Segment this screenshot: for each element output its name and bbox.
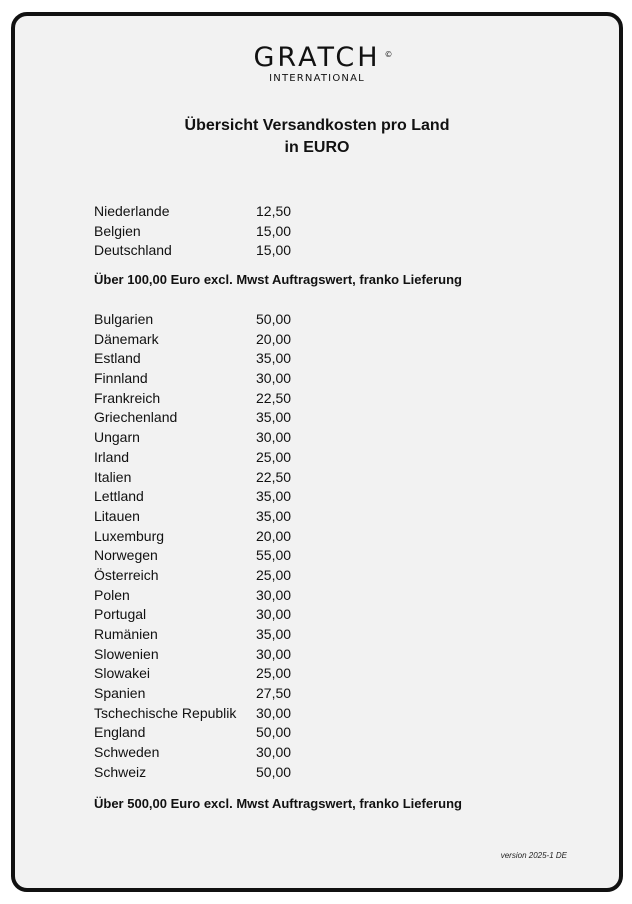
table-row — [94, 349, 316, 369]
shipping-price: 25,00 — [256, 665, 292, 682]
shipping-price: 50,00 — [256, 311, 292, 327]
table-row — [94, 645, 316, 665]
country-name: Polen — [94, 586, 130, 603]
table-row — [94, 448, 316, 468]
country-name: Frankreich — [94, 389, 161, 406]
copyright-mark: © — [384, 50, 393, 59]
country-name: Lettland — [94, 488, 144, 505]
country-name: Niederlande — [94, 203, 170, 219]
shipping-price: 30,00 — [256, 606, 292, 623]
table-row — [94, 241, 316, 261]
table-row — [94, 507, 316, 527]
shipping-price: 22,50 — [256, 389, 292, 406]
shipping-price: 15,00 — [256, 222, 292, 239]
shipping-price: 30,00 — [256, 744, 292, 761]
logo-subtitle: INTERNATIONAL — [269, 73, 365, 84]
country-name: Estland — [94, 350, 141, 367]
shipping-price: 35,00 — [256, 626, 292, 642]
country-name: Deutschland — [94, 242, 172, 259]
title-line-1: Übersicht Versandkosten pro Land — [184, 117, 450, 134]
shipping-price: 20,00 — [256, 330, 292, 347]
document-page — [11, 12, 623, 892]
country-name: Tschechische Republik — [94, 704, 237, 721]
country-name: Finnland — [94, 370, 148, 387]
table-row — [94, 586, 316, 606]
table-row — [94, 310, 316, 330]
shipping-price: 15,00 — [256, 242, 292, 259]
country-name: Ungarn — [94, 429, 140, 446]
shipping-price: 35,00 — [256, 409, 292, 426]
table-row — [94, 605, 316, 625]
table-row — [94, 369, 316, 389]
country-name: Slowenien — [94, 645, 159, 662]
table-row — [94, 723, 316, 743]
shipping-price: 25,00 — [256, 566, 292, 583]
shipping-price: 50,00 — [256, 724, 292, 741]
table-row — [94, 428, 316, 448]
country-name: Portugal — [94, 606, 147, 623]
country-name: Slowakei — [94, 665, 151, 682]
shipping-price: 50,00 — [256, 763, 292, 780]
table-row — [94, 202, 316, 222]
country-name: Schweiz — [94, 763, 147, 780]
table-row — [94, 527, 316, 547]
table-row — [94, 468, 316, 488]
country-name: Spanien — [94, 685, 146, 702]
logo-wordmark — [253, 42, 393, 73]
country-name: England — [94, 724, 146, 741]
shipping-price: 35,00 — [256, 350, 292, 367]
table-row — [94, 487, 316, 507]
country-name: Griechenland — [94, 409, 178, 426]
free-shipping-note-500: Über 500,00 Euro excl. Mwst Auftragswert, franko Lieferung — [94, 796, 462, 811]
table-row — [94, 664, 316, 684]
table-row — [94, 704, 316, 724]
shipping-price: 30,00 — [256, 586, 292, 603]
country-name: Irland — [94, 448, 130, 465]
table-row — [94, 684, 316, 704]
table-row — [94, 330, 316, 350]
shipping-table-domestic — [94, 202, 316, 261]
country-name: Italien — [94, 468, 132, 485]
country-name: Schweden — [94, 744, 160, 761]
table-row — [94, 222, 316, 242]
shipping-price: 30,00 — [256, 370, 292, 387]
version-label: version 2025-1 DE — [500, 851, 567, 860]
logo-name: GRATCH — [253, 42, 381, 73]
country-name: Österreich — [94, 566, 159, 583]
shipping-price: 35,00 — [256, 507, 292, 524]
title-line-2: in EURO — [284, 139, 350, 156]
shipping-table-international — [94, 310, 316, 783]
country-name: Litauen — [94, 507, 140, 524]
table-row — [94, 625, 316, 645]
shipping-price: 12,50 — [256, 203, 292, 219]
country-name: Luxemburg — [94, 527, 165, 544]
country-name: Dänemark — [94, 330, 159, 347]
table-row — [94, 763, 316, 783]
table-row — [94, 408, 316, 428]
shipping-price: 20,00 — [256, 527, 292, 544]
table-row — [94, 566, 316, 586]
country-name: Bulgarien — [94, 311, 154, 327]
shipping-price: 30,00 — [256, 429, 292, 446]
shipping-price: 55,00 — [256, 547, 292, 564]
country-name: Rumänien — [94, 626, 158, 642]
shipping-price: 22,50 — [256, 468, 292, 485]
free-shipping-note-100: Über 100,00 Euro excl. Mwst Auftragswert, franko Lieferung — [94, 272, 462, 287]
country-name: Belgien — [94, 222, 141, 239]
shipping-price: 30,00 — [256, 704, 292, 721]
table-row — [94, 743, 316, 763]
company-logo — [15, 43, 619, 85]
shipping-price: 30,00 — [256, 645, 292, 662]
shipping-price: 35,00 — [256, 488, 292, 505]
country-name: Norwegen — [94, 547, 158, 564]
shipping-price: 25,00 — [256, 448, 292, 465]
page-title — [15, 115, 619, 159]
table-row — [94, 389, 316, 409]
shipping-price: 27,50 — [256, 685, 292, 702]
table-row — [94, 546, 316, 566]
